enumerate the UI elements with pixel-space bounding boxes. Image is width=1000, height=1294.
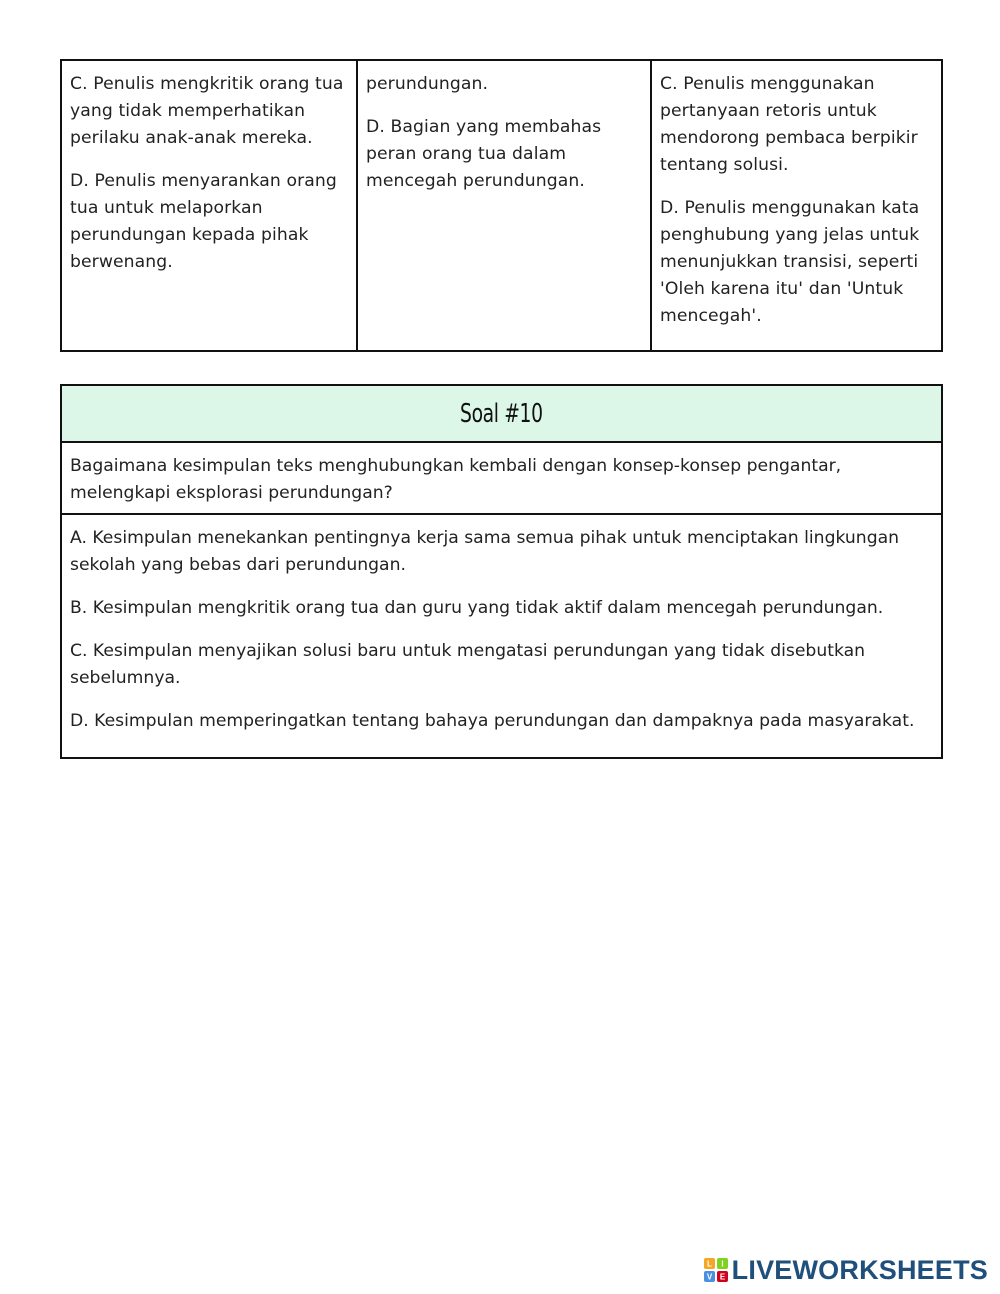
question-options — [62, 515, 941, 735]
previous-question-answer-table — [60, 59, 943, 352]
answer-column-2 — [356, 61, 650, 350]
answer-option-text: C. Penulis mengkritik orang tua yang tidak memperhatikan perilaku anak-anak mereka. — [70, 74, 344, 148]
answer-option-text: C. Penulis menggunakan pertanyaan retoris untuk mendorong pembaca berpikir tentang solusi. — [660, 74, 918, 175]
liveworksheets-icon — [704, 1258, 728, 1282]
question-title: Soal #10 — [460, 398, 543, 429]
answer-option-text: D. Bagian yang membahas peran orang tua dalam mencegah perundungan. — [366, 117, 602, 191]
answer-column-3 — [650, 61, 941, 350]
option-a[interactable]: A. Kesimpulan menekankan pentingnya kerja sama semua pihak untuk menciptakan lingkungan sekolah yang bebas dari perundungan. — [70, 528, 900, 575]
option-d[interactable]: D. Kesimpulan memperingatkan tentang bahaya perundungan dan dampaknya pada masyarakat. — [70, 711, 915, 731]
option-b[interactable]: B. Kesimpulan mengkritik orang tua dan guru yang tidak aktif dalam mencegah perundungan. — [70, 598, 884, 618]
answer-column-1 — [62, 61, 356, 350]
logo-text: LIVEWORKSHEETS — [731, 1254, 988, 1285]
logo-letter-v: V — [706, 1272, 712, 1282]
logo-letter-l: L — [706, 1259, 712, 1269]
answer-option-text: perundungan. — [366, 74, 489, 94]
liveworksheets-logo — [704, 1253, 988, 1287]
answer-option-text: D. Penulis menggunakan kata penghubung yang jelas untuk menunjukkan transisi, seperti 'Oleh karena itu' dan 'Untuk mencegah'. — [660, 198, 920, 326]
question-header — [62, 386, 941, 443]
logo-letter-i: I — [721, 1259, 724, 1269]
answer-option-text: D. Penulis menyarankan orang tua untuk melaporkan perundungan kepada pihak berwenang. — [70, 171, 337, 272]
question-10-box — [60, 384, 943, 759]
question-text: Bagaimana kesimpulan teks menghubungkan kembali dengan konsep-konsep pengantar, melengkapi eksplorasi perundungan? — [62, 443, 941, 515]
logo-letter-e: E — [719, 1272, 725, 1282]
option-c[interactable]: C. Kesimpulan menyajikan solusi baru untuk mengatasi perundungan yang tidak disebutkan sebelumnya. — [70, 641, 866, 688]
